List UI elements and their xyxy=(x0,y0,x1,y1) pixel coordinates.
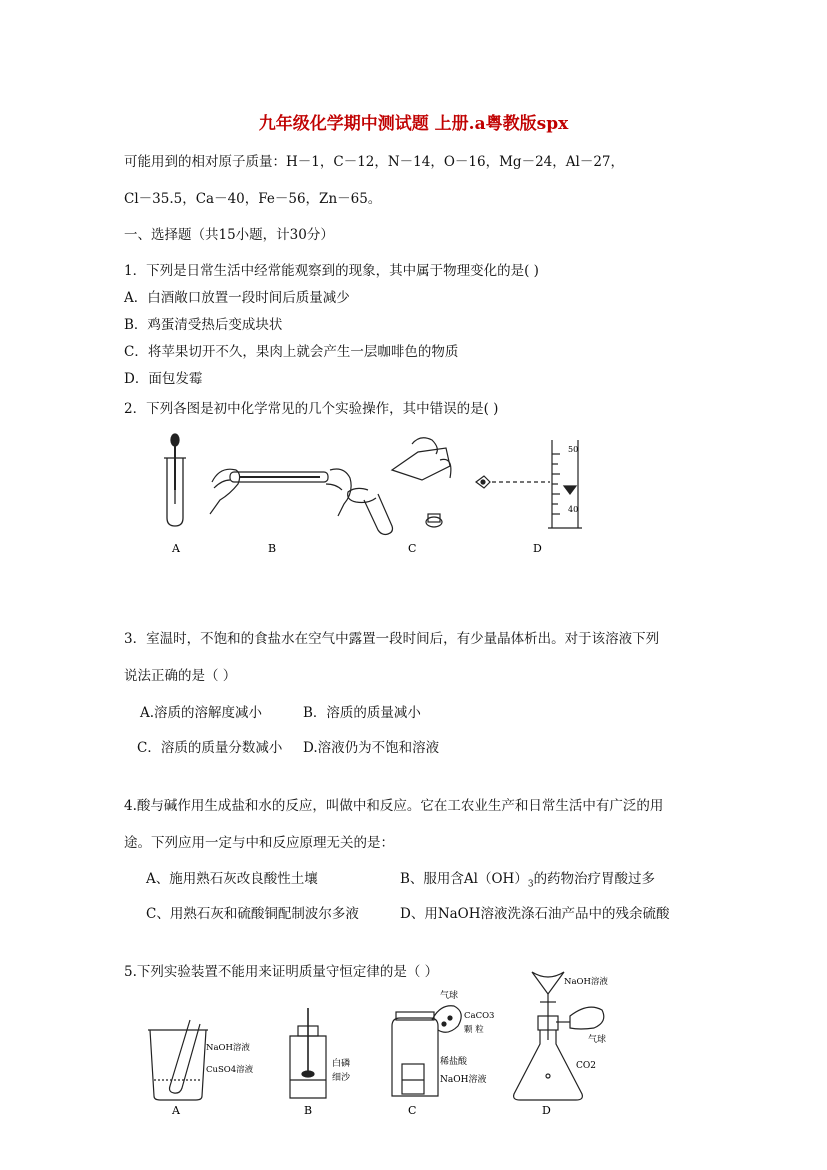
q4-option-b-text: B、服用含Al（OH） xyxy=(400,871,528,887)
q2-label-d: D xyxy=(533,542,542,555)
q1-option-a: A．白酒敞口放置一段时间后质量减少 xyxy=(124,290,350,306)
q2-label-a: A xyxy=(172,542,180,555)
q5-label-d: D xyxy=(542,1104,551,1117)
q2-figure-a-test-tube-dropper xyxy=(164,434,186,526)
q2-label-b: B xyxy=(268,542,277,555)
q5-b-sand-label: 细沙 xyxy=(332,1073,351,1083)
q2-figure-c-pouring xyxy=(348,438,451,535)
q4-option-c: C、用熟石灰和硫酸铜配制波尔多液 xyxy=(146,906,359,922)
q5-d-balloon-label: 气球 xyxy=(588,1035,607,1045)
q5-a-cuso4-label: CuSO4溶液 xyxy=(206,1065,254,1075)
q2-label-c: C xyxy=(408,542,417,555)
atomic-mass-line-2: Cl－35.5，Ca－40，Fe－56，Zn－65。 xyxy=(124,191,382,207)
q2-cylinder-mark-40: 40 xyxy=(568,505,579,514)
q3-option-d: D.溶液仍为不饱和溶液 xyxy=(303,740,440,756)
q4-option-d: D、用NaOH溶液洗涤石油产品中的残余硫酸 xyxy=(400,906,670,922)
q5-label-a: A xyxy=(172,1104,180,1117)
q5-c-acid-label: 稀盐酸 xyxy=(440,1057,468,1067)
q1-option-b: B．鸡蛋清受热后变成块状 xyxy=(124,317,283,333)
q2-figure-b-hands-tube xyxy=(210,469,351,516)
q5-d-co2-label: CO2 xyxy=(576,1061,596,1071)
q5-label-b: B xyxy=(304,1104,313,1117)
atomic-mass-line-1: 可能用到的相对原子质量：H－1，C－12，N－14，O－16，Mg－24，Al－27， xyxy=(124,154,624,170)
q4-option-b-text-end: 的药物治疗胃酸过多 xyxy=(533,871,656,887)
q5-c-naoh-label: NaOH溶液 xyxy=(440,1075,487,1085)
q1-option-c: C．将苹果切开不久，果肉上就会产生一层咖啡色的物质 xyxy=(124,344,459,360)
q5-d-naoh-label: NaOH溶液 xyxy=(564,977,608,987)
q2-figure xyxy=(150,430,590,560)
q5-stem: 5.下列实验装置不能用来证明质量守恒定律的是（ ） xyxy=(124,964,439,980)
q5-label-c: C xyxy=(408,1104,417,1117)
q3-option-b: B．溶质的质量减小 xyxy=(303,705,421,721)
q4-stem-line-2: 途。下列应用一定与中和反应原理无关的是： xyxy=(124,835,394,851)
q4-option-b-subscript: 3 xyxy=(527,879,534,890)
q5-c-particles-label: 颗 粒 xyxy=(464,1025,484,1035)
q5-figure-b-bottle xyxy=(290,1008,326,1098)
q5-a-naoh-label: NaOH溶液 xyxy=(206,1043,250,1053)
q3-stem-line-2: 说法正确的是（ ） xyxy=(124,668,237,684)
q3-stem-line-1: 3．室温时，不饱和的食盐水在空气中露置一段时间后，有少量晶体析出。对于该溶液下列 xyxy=(124,631,660,647)
q4-stem-line-1: 4.酸与碱作用生成盐和水的反应，叫做中和反应。它在工农业生产和日常生活中有广泛的用 xyxy=(124,798,664,814)
q2-cylinder-mark-50: 50 xyxy=(568,445,579,454)
q3-option-c: C．溶质的质量分数减小 xyxy=(137,740,283,756)
q4-option-a: A、施用熟石灰改良酸性土壤 xyxy=(146,871,318,887)
q2-figure-d-cylinder-reading xyxy=(476,440,582,528)
q1-stem: 1．下列是日常生活中经常能观察到的现象，其中属于物理变化的是( ) xyxy=(124,263,539,279)
q4-option-b xyxy=(400,870,655,894)
q3-option-a: A.溶质的溶解度减小 xyxy=(140,705,263,721)
q5-b-phosphorus-label: 白磷 xyxy=(332,1059,351,1069)
q5-c-caco3-label: CaCO3 xyxy=(464,1011,495,1021)
q5-figure xyxy=(140,968,610,1118)
page-title: 九年级化学期中测试题 上册.a粤教版spx xyxy=(258,114,569,134)
q5-figure-a-beaker xyxy=(148,1020,208,1100)
section-heading: 一、选择题（共15小题，计30分） xyxy=(124,227,334,243)
q1-option-d: D．面包发霉 xyxy=(124,371,203,387)
q2-stem: 2．下列各图是初中化学常见的几个实验操作，其中错误的是( ) xyxy=(124,401,499,417)
q5-c-balloon-label: 气球 xyxy=(440,991,459,1001)
